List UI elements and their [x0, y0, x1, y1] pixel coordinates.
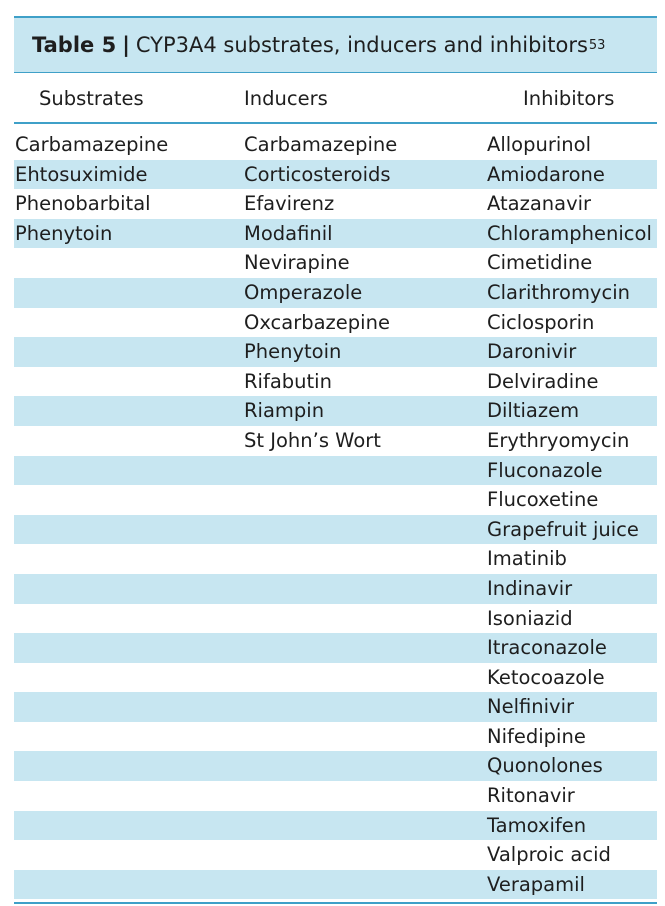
- table-row: [14, 219, 657, 249]
- cell-inhibitor: Erythryomycin: [487, 428, 630, 452]
- table-row: [14, 160, 657, 190]
- table-row: [14, 870, 657, 900]
- table-row: [14, 308, 657, 338]
- cell-inhibitor: Itraconazole: [487, 636, 607, 660]
- cell-inducer: Riampin: [244, 399, 325, 423]
- cell-inducer: Rifabutin: [244, 369, 332, 393]
- cell-substrate: Carbamazepine: [15, 133, 169, 156]
- cell-inducer: Phenytoin: [244, 340, 342, 364]
- table-row: [14, 485, 657, 515]
- bottom-rule: [14, 902, 657, 904]
- cell-inhibitor: Clarithromycin: [487, 280, 630, 304]
- cell-inducer: Oxcarbazepine: [244, 310, 390, 334]
- title-separator: |: [122, 33, 130, 57]
- table-title-text: CYP3A4 substrates, inducers and inhibitors: [135, 33, 588, 57]
- table-row: [14, 396, 657, 426]
- cell-inhibitor: Grapefruit juice: [487, 517, 639, 541]
- table-row: [14, 663, 657, 693]
- cell-inhibitor: Indinavir: [487, 576, 573, 600]
- cell-inducer: Carbamazepine: [244, 133, 398, 156]
- cell-substrate: Phenytoin: [15, 221, 113, 245]
- table-row: [14, 337, 657, 367]
- table-row: [14, 515, 657, 545]
- table-row: [14, 130, 657, 160]
- column-header-substrates: Substrates: [39, 87, 144, 110]
- cell-inhibitor: Amiodarone: [487, 162, 605, 186]
- cell-inducer: Omperazole: [244, 280, 363, 304]
- cell-inhibitor: Verapamil: [487, 872, 585, 896]
- cell-inhibitor: Nelfinivir: [487, 695, 575, 719]
- cell-inhibitor: Nifedipine: [487, 724, 586, 748]
- cell-inhibitor: Ciclosporin: [487, 310, 595, 334]
- table-row: [14, 426, 657, 456]
- table-body: [14, 130, 657, 899]
- cell-inhibitor: Ritonavir: [487, 784, 575, 808]
- cell-inhibitor: Flucoxetine: [487, 488, 599, 512]
- cell-inhibitor: Quonolones: [487, 754, 603, 778]
- cell-inhibitor: Daronivir: [487, 340, 577, 364]
- cell-inducer: Nevirapine: [244, 251, 350, 275]
- cell-inhibitor: Allopurinol: [487, 133, 591, 156]
- table-row: [14, 278, 657, 308]
- cell-inhibitor: Ketocoazole: [487, 665, 605, 689]
- cell-substrate: Ehtosuximide: [15, 162, 148, 186]
- cell-inducer: St John’s Wort: [244, 428, 381, 452]
- cell-inhibitor: Valproic acid: [487, 843, 611, 867]
- cell-inhibitor: Fluconazole: [487, 458, 603, 482]
- column-header-row: [14, 72, 657, 124]
- cell-inhibitor: Isoniazid: [487, 606, 573, 630]
- table-row: [14, 604, 657, 634]
- table-row: [14, 456, 657, 486]
- cell-inhibitor: Diltiazem: [487, 399, 580, 423]
- table-row: [14, 544, 657, 574]
- table-row: [14, 811, 657, 841]
- cell-inhibitor: Chloramphenicol: [487, 221, 652, 245]
- table-number: Table 5: [32, 33, 117, 57]
- column-header-inducers: Inducers: [244, 87, 328, 110]
- cell-inhibitor: Atazanavir: [487, 192, 592, 216]
- table-row: [14, 189, 657, 219]
- table-row: [14, 248, 657, 278]
- table-row: [14, 840, 657, 870]
- cell-inducer: Modafinil: [244, 221, 333, 245]
- cell-inhibitor: Delviradine: [487, 369, 599, 393]
- table-title: [14, 16, 657, 72]
- cell-inhibitor: Cimetidine: [487, 251, 593, 275]
- table-row: [14, 574, 657, 604]
- table-row: [14, 367, 657, 397]
- reference-superscript: 53: [588, 37, 606, 53]
- cell-substrate: Phenobarbital: [15, 192, 151, 216]
- cell-inhibitor: Imatinib: [487, 547, 567, 571]
- table-row: [14, 781, 657, 811]
- table-row: [14, 722, 657, 752]
- cell-inducer: Efavirenz: [244, 192, 335, 216]
- cell-inducer: Corticosteroids: [244, 162, 391, 186]
- table-row: [14, 692, 657, 722]
- table-row: [14, 633, 657, 663]
- cell-inhibitor: Tamoxifen: [487, 813, 587, 837]
- column-header-inhibitors: Inhibitors: [523, 87, 615, 110]
- table-row: [14, 751, 657, 781]
